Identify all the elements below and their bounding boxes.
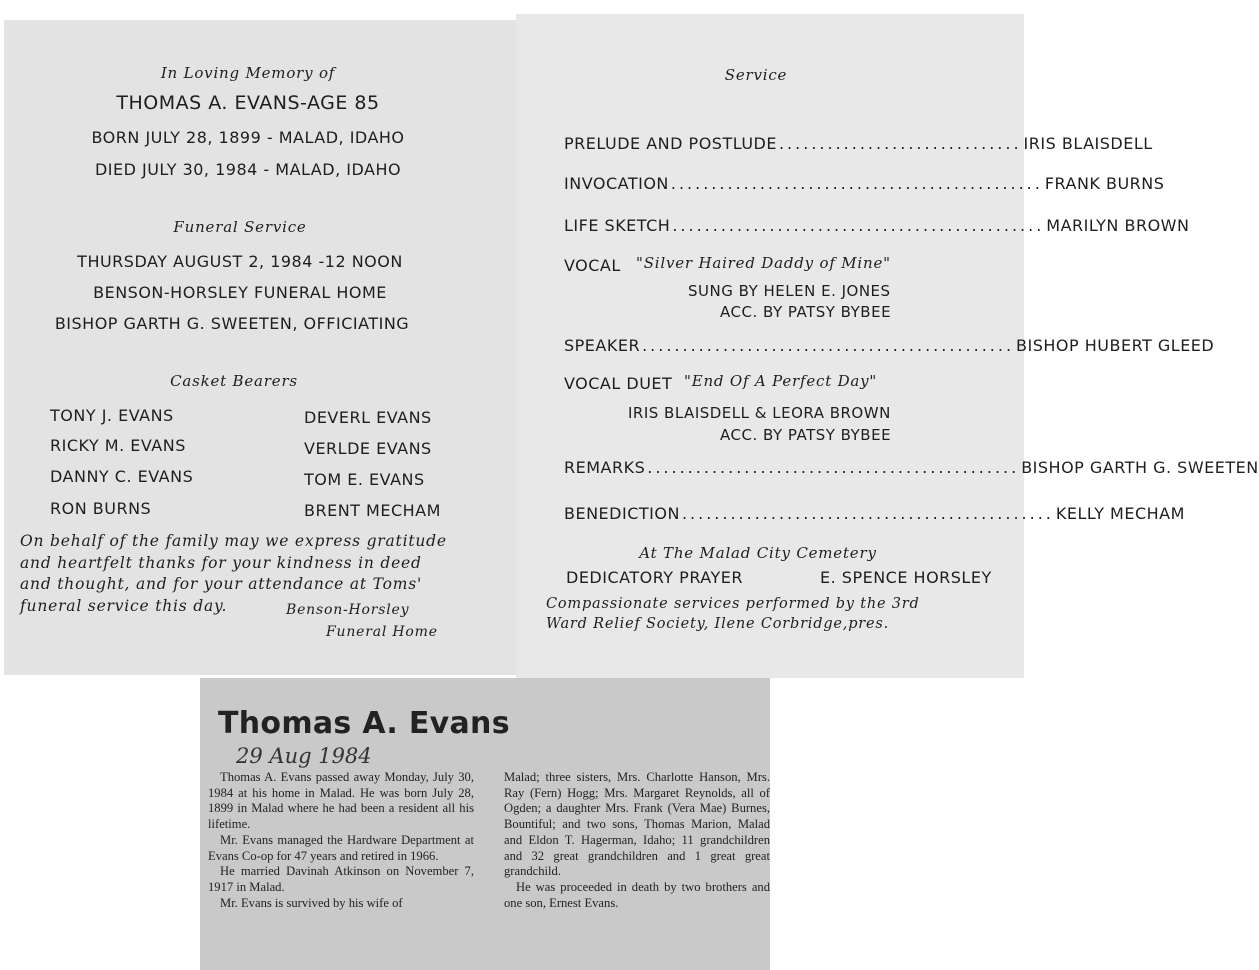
duet-performers: IRIS BLAISDELL & LEORA BROWN xyxy=(628,404,891,422)
program-item: PRELUDE AND POSTLUDE .............................. IRIS BLAISDELL xyxy=(564,134,1153,153)
bearer: BRENT MECHAM xyxy=(304,501,441,520)
vocal-accompanist: ACC. BY PATSY BYBEE xyxy=(720,303,892,321)
obituary-title: Thomas A. Evans xyxy=(218,706,510,741)
program-left-page xyxy=(4,20,516,675)
paragraph: Mr. Evans managed the Hardware Department at Evans Co-op for 47 years and retired in 1966. xyxy=(208,832,474,863)
service-date: THURSDAY AUGUST 2, 1984 -12 NOON xyxy=(77,252,403,271)
birth-line: BORN JULY 28, 1899 - MALAD, IDAHO xyxy=(91,128,405,147)
item-label: REMARKS xyxy=(564,458,646,477)
service-heading: Service xyxy=(724,66,788,84)
bearer: RON BURNS xyxy=(50,499,152,518)
signature-1: Benson-Horsley xyxy=(286,602,410,618)
bearer: DEVERL EVANS xyxy=(304,408,432,427)
duet-accompanist: ACC. BY PATSY BYBEE xyxy=(720,426,892,444)
newspaper-obituary-clipping xyxy=(200,678,770,970)
deceased-name: THOMAS A. EVANS-AGE 85 xyxy=(116,92,380,114)
paragraph: He married Davinah Atkinson on November 7, 1917 in Malad. xyxy=(208,864,474,894)
officiating: BISHOP GARTH G. SWEETEN, OFFICIATING xyxy=(54,314,410,333)
bearer: TONY J. EVANS xyxy=(50,406,174,425)
memory-heading: In Loving Memory of xyxy=(160,64,336,82)
obituary-column-1 xyxy=(208,770,474,911)
duet-song: "End Of A Perfect Day" xyxy=(684,372,878,390)
bearers-heading: Casket Bearers xyxy=(170,372,298,390)
paragraph: Thomas A. Evans passed away Monday, July 30, 1984 at his home in Malad. He was born July 28, 1899 in Malad where he had been a resident all his lifetime. xyxy=(208,770,474,832)
item-name: BISHOP GARTH G. SWEETEN xyxy=(1021,458,1259,477)
signature-2: Funeral Home xyxy=(326,624,438,640)
death-line: DIED JULY 30, 1984 - MALAD, IDAHO xyxy=(94,160,402,179)
item-label: INVOCATION xyxy=(564,174,669,193)
program-item: REMARKS .............................................. BISHOP GARTH G. SWEETEN xyxy=(564,458,1259,477)
compassion-line: Compassionate services performed by the 3rd xyxy=(546,596,920,612)
bearer: VERLDE EVANS xyxy=(304,439,432,458)
item-name: KELLY MECHAM xyxy=(1055,504,1185,523)
item-name: BISHOP HUBERT GLEED xyxy=(1016,336,1215,355)
thanks-line: and heartfelt thanks for your kindness in deed xyxy=(20,554,422,572)
obituary-column-2 xyxy=(504,770,770,911)
paragraph: He was proceeded in death by two brothers and one son, Ernest Evans. xyxy=(504,879,770,910)
vocal-sung-by: SUNG BY HELEN E. JONES xyxy=(688,282,891,300)
item-name: FRANK BURNS xyxy=(1044,174,1165,193)
program-item: INVOCATION .............................................. FRANK BURNS xyxy=(564,174,1165,193)
program-item: LIFE SKETCH .............................................. MARILYN BROWN xyxy=(564,216,1190,235)
item-name: IRIS BLAISDELL xyxy=(1023,134,1153,153)
program-item: BENEDICTION .............................................. KELLY MECHAM xyxy=(564,504,1185,523)
item-name: MARILYN BROWN xyxy=(1046,216,1190,235)
funeral-heading: Funeral Service xyxy=(173,218,307,236)
item-label: PRELUDE AND POSTLUDE xyxy=(564,134,777,153)
vocal-label: VOCAL xyxy=(564,256,621,275)
bearer: DANNY C. EVANS xyxy=(50,467,194,486)
thanks-line: funeral service this day. xyxy=(20,597,228,615)
bearer: TOM E. EVANS xyxy=(304,470,425,489)
dedicatory-name: E. SPENCE HORSLEY xyxy=(820,568,992,587)
compassion-line: Ward Relief Society, Ilene Corbridge,pres. xyxy=(546,616,890,632)
paragraph: Mr. Evans is survived by his wife of xyxy=(220,895,403,910)
program-item: SPEAKER .............................................. BISHOP HUBERT GLEED xyxy=(564,336,1215,355)
item-label: BENEDICTION xyxy=(564,504,680,523)
handwritten-date: 29 Aug 1984 xyxy=(236,744,372,768)
vocal-song: "Silver Haired Daddy of Mine" xyxy=(636,254,891,272)
thanks-line: On behalf of the family may we express gratitude xyxy=(20,532,447,550)
bearer: RICKY M. EVANS xyxy=(50,436,186,455)
item-label: LIFE SKETCH xyxy=(564,216,671,235)
duet-label: VOCAL DUET xyxy=(564,374,673,393)
paragraph: Malad; three sisters, Mrs. Charlotte Hanson, Mrs. Ray (Fern) Hogg; Mrs. Margaret Reynolds, all of Ogden; a daughter Mrs. Frank (Vera Mae) Burnes, Bountiful; and two sons, Thomas Marion, Malad and Eldon T. Hagerman, Idaho; 11 grandchildren and 32 great grandchildren and 1 great great grandchild. xyxy=(504,770,770,879)
dedicatory-label: DEDICATORY PRAYER xyxy=(566,568,743,587)
program-right-page xyxy=(516,14,1259,678)
item-label: SPEAKER xyxy=(564,336,641,355)
funeral-home: BENSON-HORSLEY FUNERAL HOME xyxy=(93,283,387,302)
thanks-line: and thought, and for your attendance at Toms' xyxy=(20,575,423,593)
cemetery-line: At The Malad City Cemetery xyxy=(639,544,877,562)
